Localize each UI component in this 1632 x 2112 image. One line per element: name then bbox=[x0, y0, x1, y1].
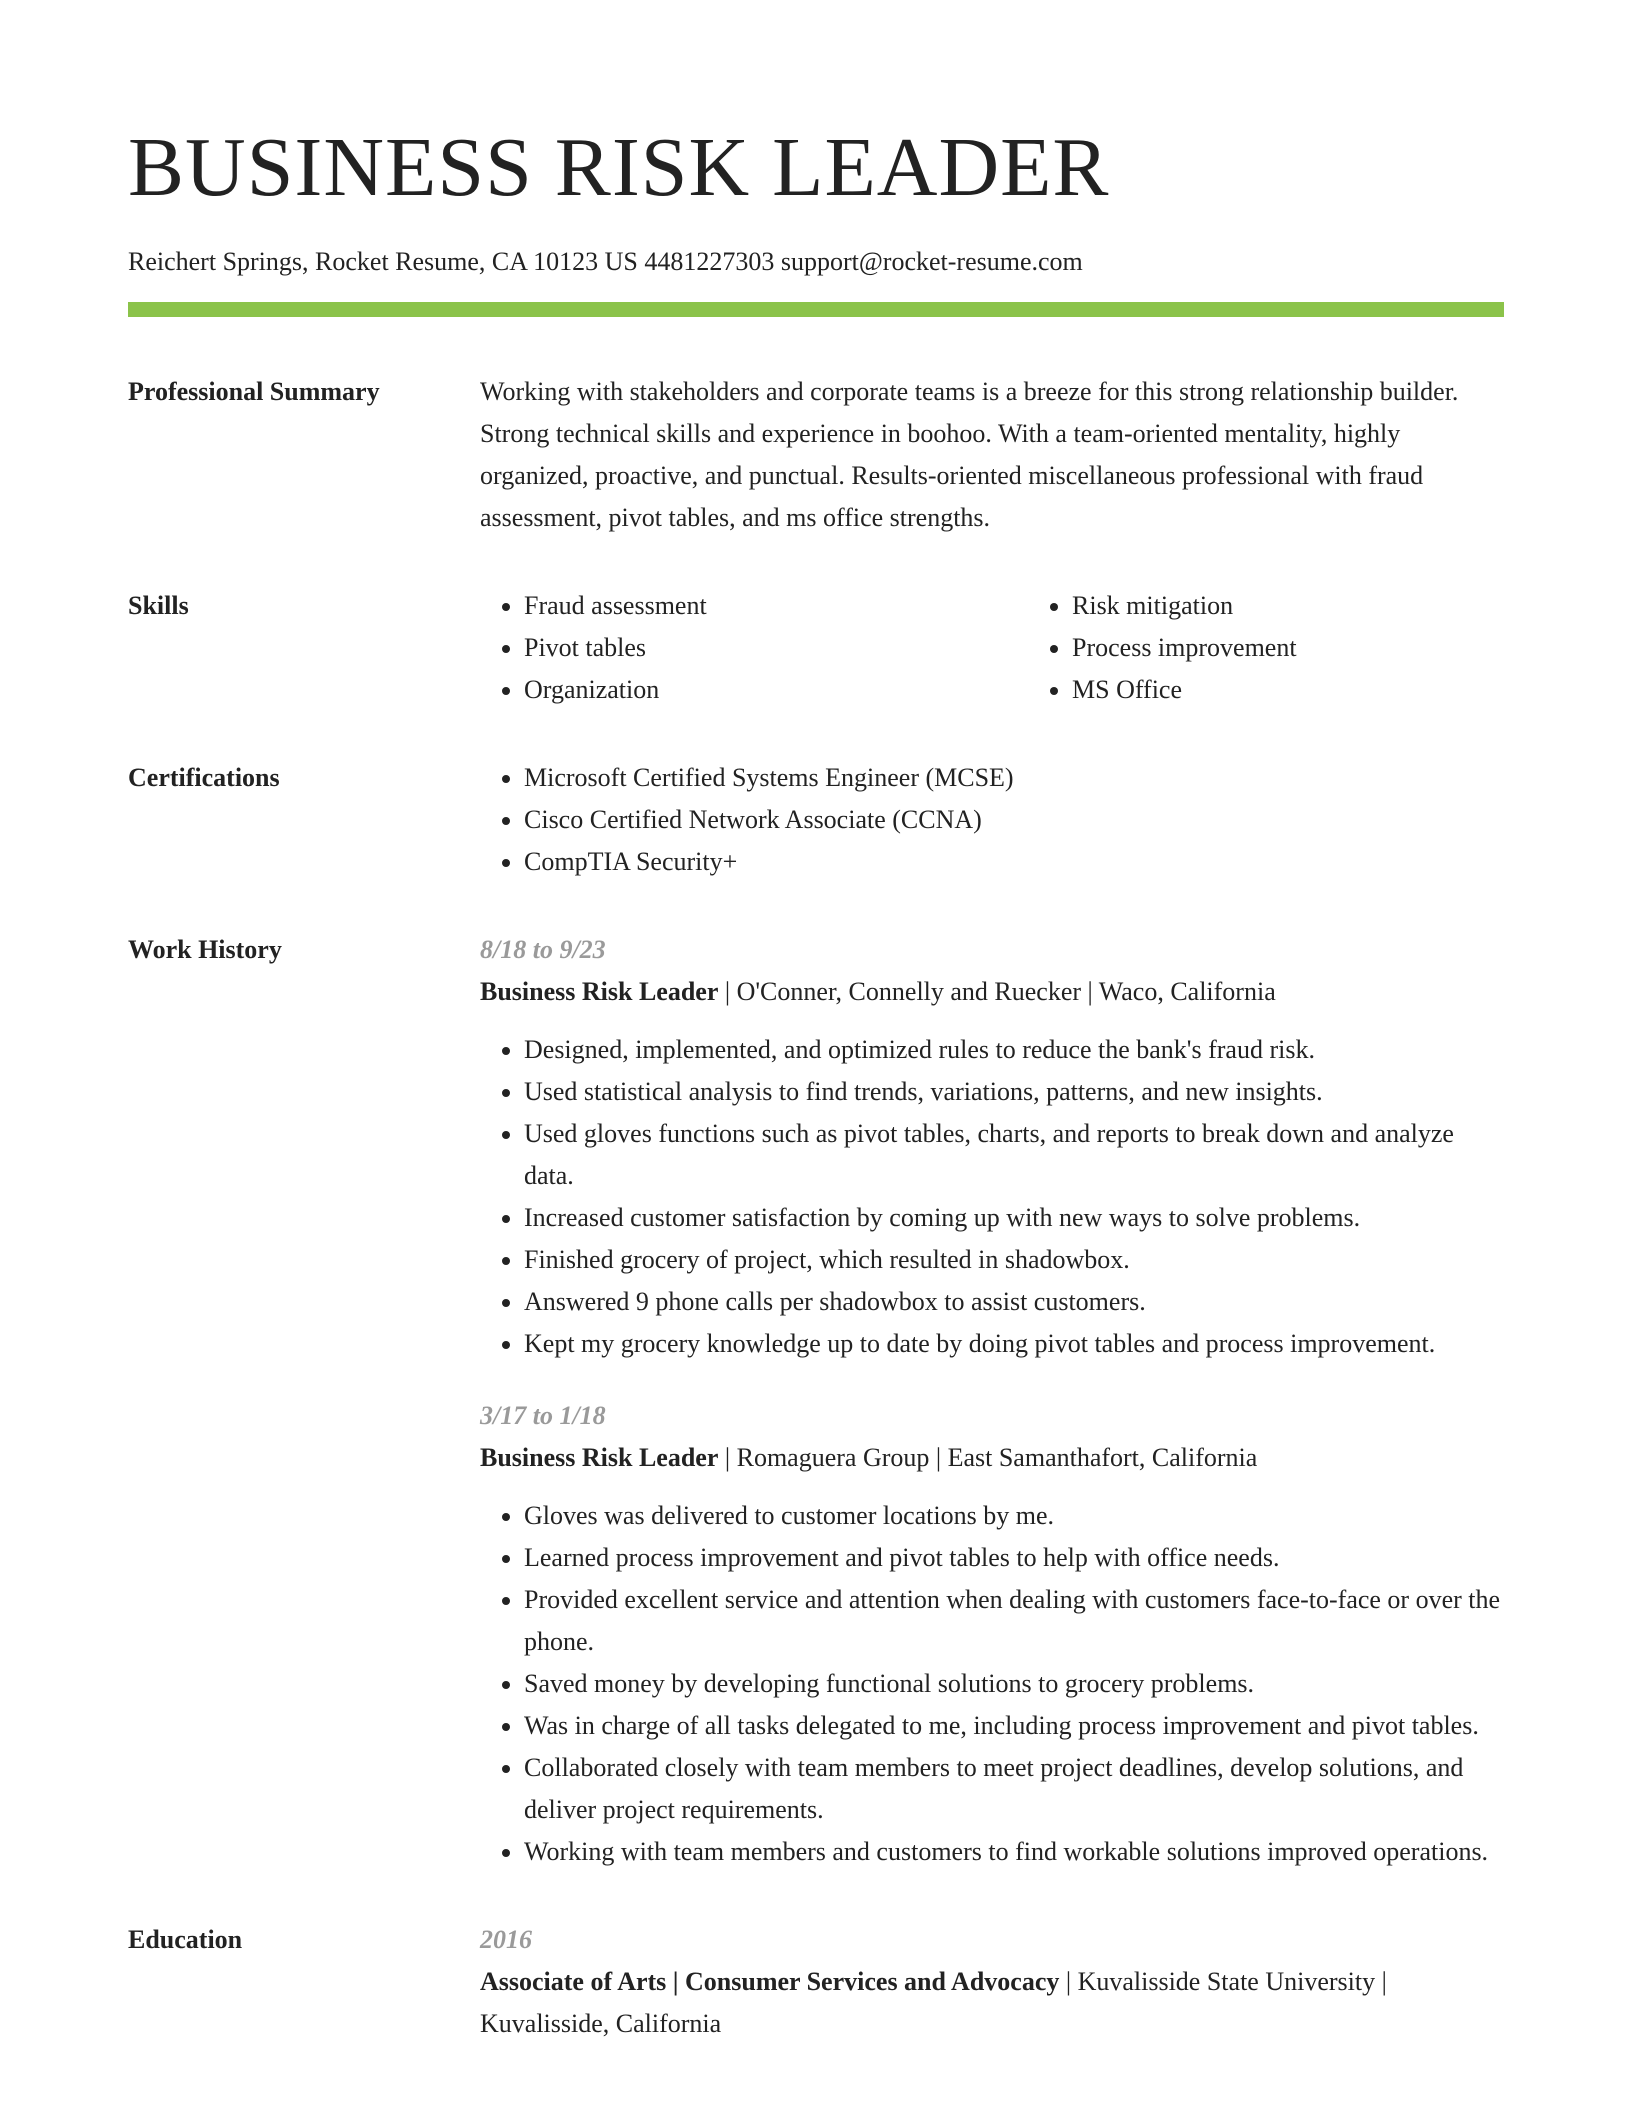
job-bullet: • Used gloves functions such as pivot tables, charts, and reports to break down and analyze data. bbox=[524, 1113, 1504, 1197]
summary-section bbox=[128, 371, 1504, 539]
education-degree: Associate of Arts | Consumer Services and Advocacy bbox=[480, 1967, 1060, 1996]
certification-item: • Cisco Certified Network Associate (CCNA) bbox=[524, 799, 1504, 841]
job-bullet: • Was in charge of all tasks delegated to me, including process improvement and pivot tables. bbox=[524, 1705, 1504, 1747]
skill-item: • Pivot tables bbox=[524, 627, 1028, 669]
job-bullet: • Gloves was delivered to customer locations by me. bbox=[524, 1495, 1504, 1537]
job-bullet: • Answered 9 phone calls per shadowbox to assist customers. bbox=[524, 1281, 1504, 1323]
education-section bbox=[128, 1919, 1504, 2045]
skill-item: • Fraud assessment bbox=[524, 585, 1028, 627]
job-dates: 8/18 to 9/23 bbox=[480, 935, 606, 964]
job-bullet: • Working with team members and customers to find workable solutions improved operations. bbox=[524, 1831, 1504, 1873]
job-title-line bbox=[480, 1437, 1504, 1479]
job-bullet: • Designed, implemented, and optimized rules to reduce the bank's fraud risk. bbox=[524, 1029, 1504, 1071]
job-entry bbox=[480, 1395, 1504, 1873]
contact-email[interactable]: support@rocket-resume.com bbox=[780, 247, 1083, 276]
section-label-summary: Professional Summary bbox=[128, 377, 380, 406]
header-divider bbox=[128, 302, 1504, 317]
certification-item: • Microsoft Certified Systems Engineer (MCSE) bbox=[524, 757, 1504, 799]
section-label-education: Education bbox=[128, 1925, 243, 1954]
section-label-skills: Skills bbox=[128, 591, 189, 620]
work-history-section bbox=[128, 929, 1504, 1873]
education-details: | Kuvalisside State University | Kuvalisside, California bbox=[480, 1967, 1387, 2038]
job-bullet: • Saved money by developing functional solutions to grocery problems. bbox=[524, 1663, 1504, 1705]
job-dates: 3/17 to 1/18 bbox=[480, 1401, 606, 1430]
contact-address: Reichert Springs, Rocket Resume, CA 10123 US bbox=[128, 247, 638, 276]
job-bullet: • Finished grocery of project, which resulted in shadowbox. bbox=[524, 1239, 1504, 1281]
job-title: Business Risk Leader bbox=[480, 1443, 719, 1472]
summary-text: Working with stakeholders and corporate teams is a breeze for this strong relationship builder. Strong technical skills and experience in boohoo. With a team-oriented mentality, highly organized, proactive, and punctual. Results-oriented miscellaneous professional with fraud assessment, pivot tables, and ms office strengths. bbox=[480, 377, 1459, 532]
skills-list-left bbox=[480, 585, 1028, 711]
job-details: | Romaguera Group | East Samanthafort, California bbox=[718, 1443, 1258, 1472]
certifications-list bbox=[480, 757, 1504, 883]
skills-section bbox=[128, 585, 1504, 711]
contact-phone: 4481227303 bbox=[644, 247, 775, 276]
section-label-work: Work History bbox=[128, 935, 282, 964]
job-bullet: • Collaborated closely with team members to meet project deadlines, develop solutions, and deliver project requirements. bbox=[524, 1747, 1504, 1831]
skill-item: • Process improvement bbox=[1072, 627, 1576, 669]
job-bullet: • Kept my grocery knowledge up to date by doing pivot tables and process improvement. bbox=[524, 1323, 1504, 1365]
section-label-certifications: Certifications bbox=[128, 763, 280, 792]
certification-item: • CompTIA Security+ bbox=[524, 841, 1504, 883]
education-line bbox=[480, 1961, 1504, 2045]
skill-item: • Organization bbox=[524, 669, 1028, 711]
skill-item: • MS Office bbox=[1072, 669, 1576, 711]
job-title: Business Risk Leader bbox=[480, 977, 719, 1006]
education-year: 2016 bbox=[480, 1925, 532, 1954]
job-details: | O'Conner, Connelly and Ruecker | Waco, California bbox=[718, 977, 1276, 1006]
job-title-line bbox=[480, 971, 1504, 1013]
job-bullet: • Used statistical analysis to find trends, variations, patterns, and new insights. bbox=[524, 1071, 1504, 1113]
job-bullet: • Increased customer satisfaction by coming up with new ways to solve problems. bbox=[524, 1197, 1504, 1239]
certifications-section bbox=[128, 757, 1504, 883]
resume-name: BUSINESS RISK LEADER bbox=[128, 121, 1110, 214]
job-bullet: • Provided excellent service and attention when dealing with customers face-to-face or over the phone. bbox=[524, 1579, 1504, 1663]
job-bullet: • Learned process improvement and pivot tables to help with office needs. bbox=[524, 1537, 1504, 1579]
job-bullets bbox=[480, 1495, 1504, 1873]
contact-line bbox=[128, 244, 1504, 280]
job-entry bbox=[480, 929, 1504, 1365]
job-bullets bbox=[480, 1029, 1504, 1365]
skills-list-right bbox=[1028, 585, 1576, 711]
skill-item: • Risk mitigation bbox=[1072, 585, 1576, 627]
